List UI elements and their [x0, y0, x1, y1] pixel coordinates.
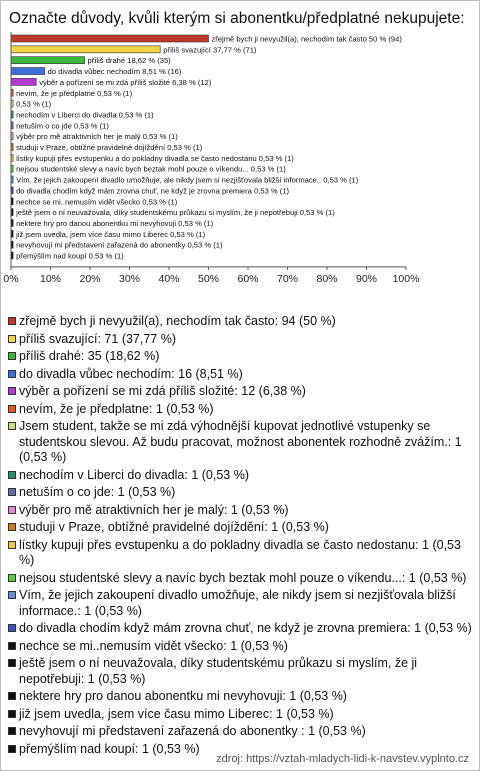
legend-label: nechodím v Liberci do divadla: 1 (0,53 %)	[19, 467, 249, 482]
bar	[11, 57, 85, 64]
legend-label: Jsem student, takže se mi zdá výhodnější kupovat jednotlivé vstupenky se studentskou slevou. Až budu pracovat, možnost abonentek rozhodně zvážím.: 1 (0,53 %)	[19, 419, 462, 464]
legend-item	[7, 468, 473, 484]
legend-label: nektere hry pro danou abonentku mi nevyhovuji: 1 (0,53 %)	[19, 689, 347, 703]
bar-label: příliš svazující 37,77 % (71)	[163, 45, 257, 55]
x-tick-label: 100%	[392, 272, 420, 285]
bar-label: nektere hry pro danou abonentku mi nevyhovuji 0,53 % (1)	[16, 218, 214, 228]
bar-chart	[1, 1, 480, 311]
legend-item	[7, 724, 473, 740]
legend-label: ještě jsem o ní neuvažovala, díky studentskému průkazu si myslím, že ji nepotřebuji: 1 (0,53 %)	[19, 656, 418, 686]
legend-swatch	[8, 523, 16, 531]
legend-label: nejsou studentské slevy a navíc bych beztak mohl pouze o víkendu...: 1 (0,53 %)	[19, 570, 467, 585]
x-tick-label: 90%	[355, 272, 378, 285]
x-tick-label: 60%	[237, 272, 259, 285]
bar	[11, 35, 209, 42]
x-tick-label: 80%	[316, 272, 338, 285]
legend-item	[7, 588, 473, 619]
legend-label: výběr pro mě atraktivních her je malý: 1 (0,53 %)	[19, 502, 289, 517]
legend-item	[7, 656, 473, 687]
legend-swatch	[8, 745, 16, 753]
legend-swatch	[8, 659, 16, 667]
legend-item	[7, 402, 473, 418]
legend-swatch	[8, 387, 16, 395]
legend-swatch	[8, 710, 16, 718]
bar-label: lístky kupuji přes evstupenku a do pokladny divadla se často nedostanu 0,53 % (1)	[16, 153, 294, 163]
legend-label: přemýšlím nad koupí: 1 (0,53 %)	[19, 741, 200, 756]
legend-swatch	[8, 642, 16, 650]
chart-title: Označte důvody, kvůli kterým si abonentku/předplatné nekupujete:	[9, 10, 465, 27]
bar-label: již jsem uvedla, jsem více času mimo Liberec 0,53 % (1)	[16, 229, 206, 239]
bar-label: do divadla vůbec nechodím 8,51 % (16)	[47, 67, 182, 77]
legend-item	[7, 520, 473, 536]
x-tick-label: 10%	[39, 272, 62, 285]
legend-swatch	[8, 471, 16, 479]
legend-swatch	[8, 317, 16, 325]
legend-label: do divadla vůbec nechodím: 16 (8,51 %)	[19, 366, 243, 381]
legend-item	[7, 314, 473, 330]
legend-item	[7, 689, 473, 705]
legend-swatch	[8, 692, 16, 700]
legend-swatch	[8, 405, 16, 413]
bar-label: příliš drahé 18,62 % (35)	[87, 56, 171, 66]
legend-swatch	[8, 352, 16, 360]
legend-item	[7, 384, 473, 400]
bar-label: výběr a pořízení se mi zdá příliš složité 6,38 % (12)	[39, 77, 212, 87]
bar	[11, 78, 36, 85]
x-tick-label: 30%	[118, 272, 141, 285]
bar-label: nevyhovují mi představení zařazená do abonentky 0,53 % (1)	[16, 240, 223, 250]
x-tick-label: 20%	[79, 272, 101, 285]
legend-item	[7, 571, 473, 587]
bar	[11, 68, 45, 75]
bar-label: ještě jsem o ní neuvažovala, díky studentskému průkazu si myslím, že ji nepotřebuji 0,53 % (1)	[16, 208, 335, 218]
bar-label: 0,53 % (1)	[16, 99, 52, 109]
legend-label: příliš drahé: 35 (18,62 %)	[19, 349, 160, 363]
legend-item	[7, 639, 473, 655]
bar-label: nejsou studentské slevy a navíc bych beztak mohl pouze o víkendu... 0,53 % (1)	[16, 164, 286, 174]
legend-label: do divadla chodím když mám zrovna chuť, ne když je zrovna premiera: 1 (0,53 %)	[19, 621, 472, 635]
legend-item	[7, 538, 473, 569]
legend-label: lístky kupuji přes evstupenku a do pokladny divadla se často nedostanu: 1 (0,53 %)	[19, 537, 461, 567]
legend-swatch	[8, 624, 16, 632]
bar-label: do divadla chodím když mám zrovna chuť, ne když je zrovna premiera 0,53 % (1)	[16, 186, 290, 196]
legend-swatch	[8, 541, 16, 549]
legend-swatch	[8, 591, 16, 599]
legend-item	[7, 419, 473, 466]
legend-swatch	[8, 574, 16, 582]
legend-swatch	[8, 727, 16, 735]
legend-label: již jsem uvedla, jsem více času mimo Liberec: 1 (0,53 %)	[19, 706, 334, 721]
legend-label: příliš svazující: 71 (37,77 %)	[19, 331, 177, 346]
legend-label: Vím, že jejich zakoupení divadlo umožňuje, ale nikdy jsem si nezjišťovala bližší informace.: 1 (0,53 %)	[19, 588, 456, 618]
bar-label: nechce se mi..nemusím vidět všecko 0,53 % (1)	[16, 197, 178, 207]
legend-swatch	[8, 488, 16, 496]
legend-item	[7, 332, 473, 348]
bar-label: zřejmě bych ji nevyužil(a), nechodím tak často 50 % (94)	[211, 34, 402, 44]
legend-item	[7, 367, 473, 383]
legend-label: nechce se mi..nemusím vidět všecko: 1 (0,53 %)	[19, 638, 288, 653]
bars-layer	[11, 35, 402, 261]
bar-label: Vím, že jejich zakoupení divadlo umožňuje, ale nikdy jsem si nezjišťovala bližší informace.. 0,53 % (1)	[16, 175, 359, 185]
bar-label: studuji v Praze, obtížné pravidelné dojíždění 0,53 % (1)	[16, 143, 203, 152]
bar	[11, 46, 160, 53]
legend-label: netuším o co jde: 1 (0,53 %)	[19, 485, 176, 499]
legend-label: nevím, že je předplatne: 1 (0,53 %)	[19, 401, 214, 416]
bar-label: netuším o co jde 0,53 % (1)	[16, 121, 109, 131]
source-note: zdroj: https://vztah-mladych-lidi-k-navstev.vyplnto.cz	[216, 753, 469, 765]
legend-swatch	[8, 506, 16, 514]
chart-legend	[7, 314, 473, 759]
bar-label: výběr pro mě atraktivních her je malý 0,53 % (1)	[16, 132, 178, 142]
legend-label: studuji v Praze, obtížné pravidelné dojíždění: 1 (0,53 %)	[19, 520, 329, 534]
legend-item	[7, 707, 473, 723]
bar-label: nevím, že je předplatne 0,53 % (1)	[16, 88, 133, 98]
bar-label: nechodím v Liberci do divadla 0,53 % (1)	[16, 110, 154, 120]
legend-swatch	[8, 422, 16, 430]
bar-label: přemýšlím nad koupí 0,53 % (1)	[16, 251, 124, 261]
x-tick-label: 40%	[158, 272, 180, 285]
legend-item	[7, 621, 473, 637]
x-tick-label: 0%	[3, 272, 19, 285]
legend-swatch	[8, 370, 16, 378]
legend-label: zřejmě bych ji nevyužil(a), nechodím tak často: 94 (50 %)	[19, 314, 336, 328]
legend-item	[7, 349, 473, 365]
legend-label: výběr a pořízení se mi zdá příliš složité: 12 (6,38 %)	[19, 384, 306, 398]
legend-swatch	[8, 335, 16, 343]
x-tick-label: 70%	[276, 272, 299, 285]
legend-item	[7, 485, 473, 501]
x-tick-label: 50%	[197, 272, 220, 285]
legend-label: nevyhovují mi představení zařazená do abonentky : 1 (0,53 %)	[19, 724, 366, 738]
legend-item	[7, 503, 473, 519]
